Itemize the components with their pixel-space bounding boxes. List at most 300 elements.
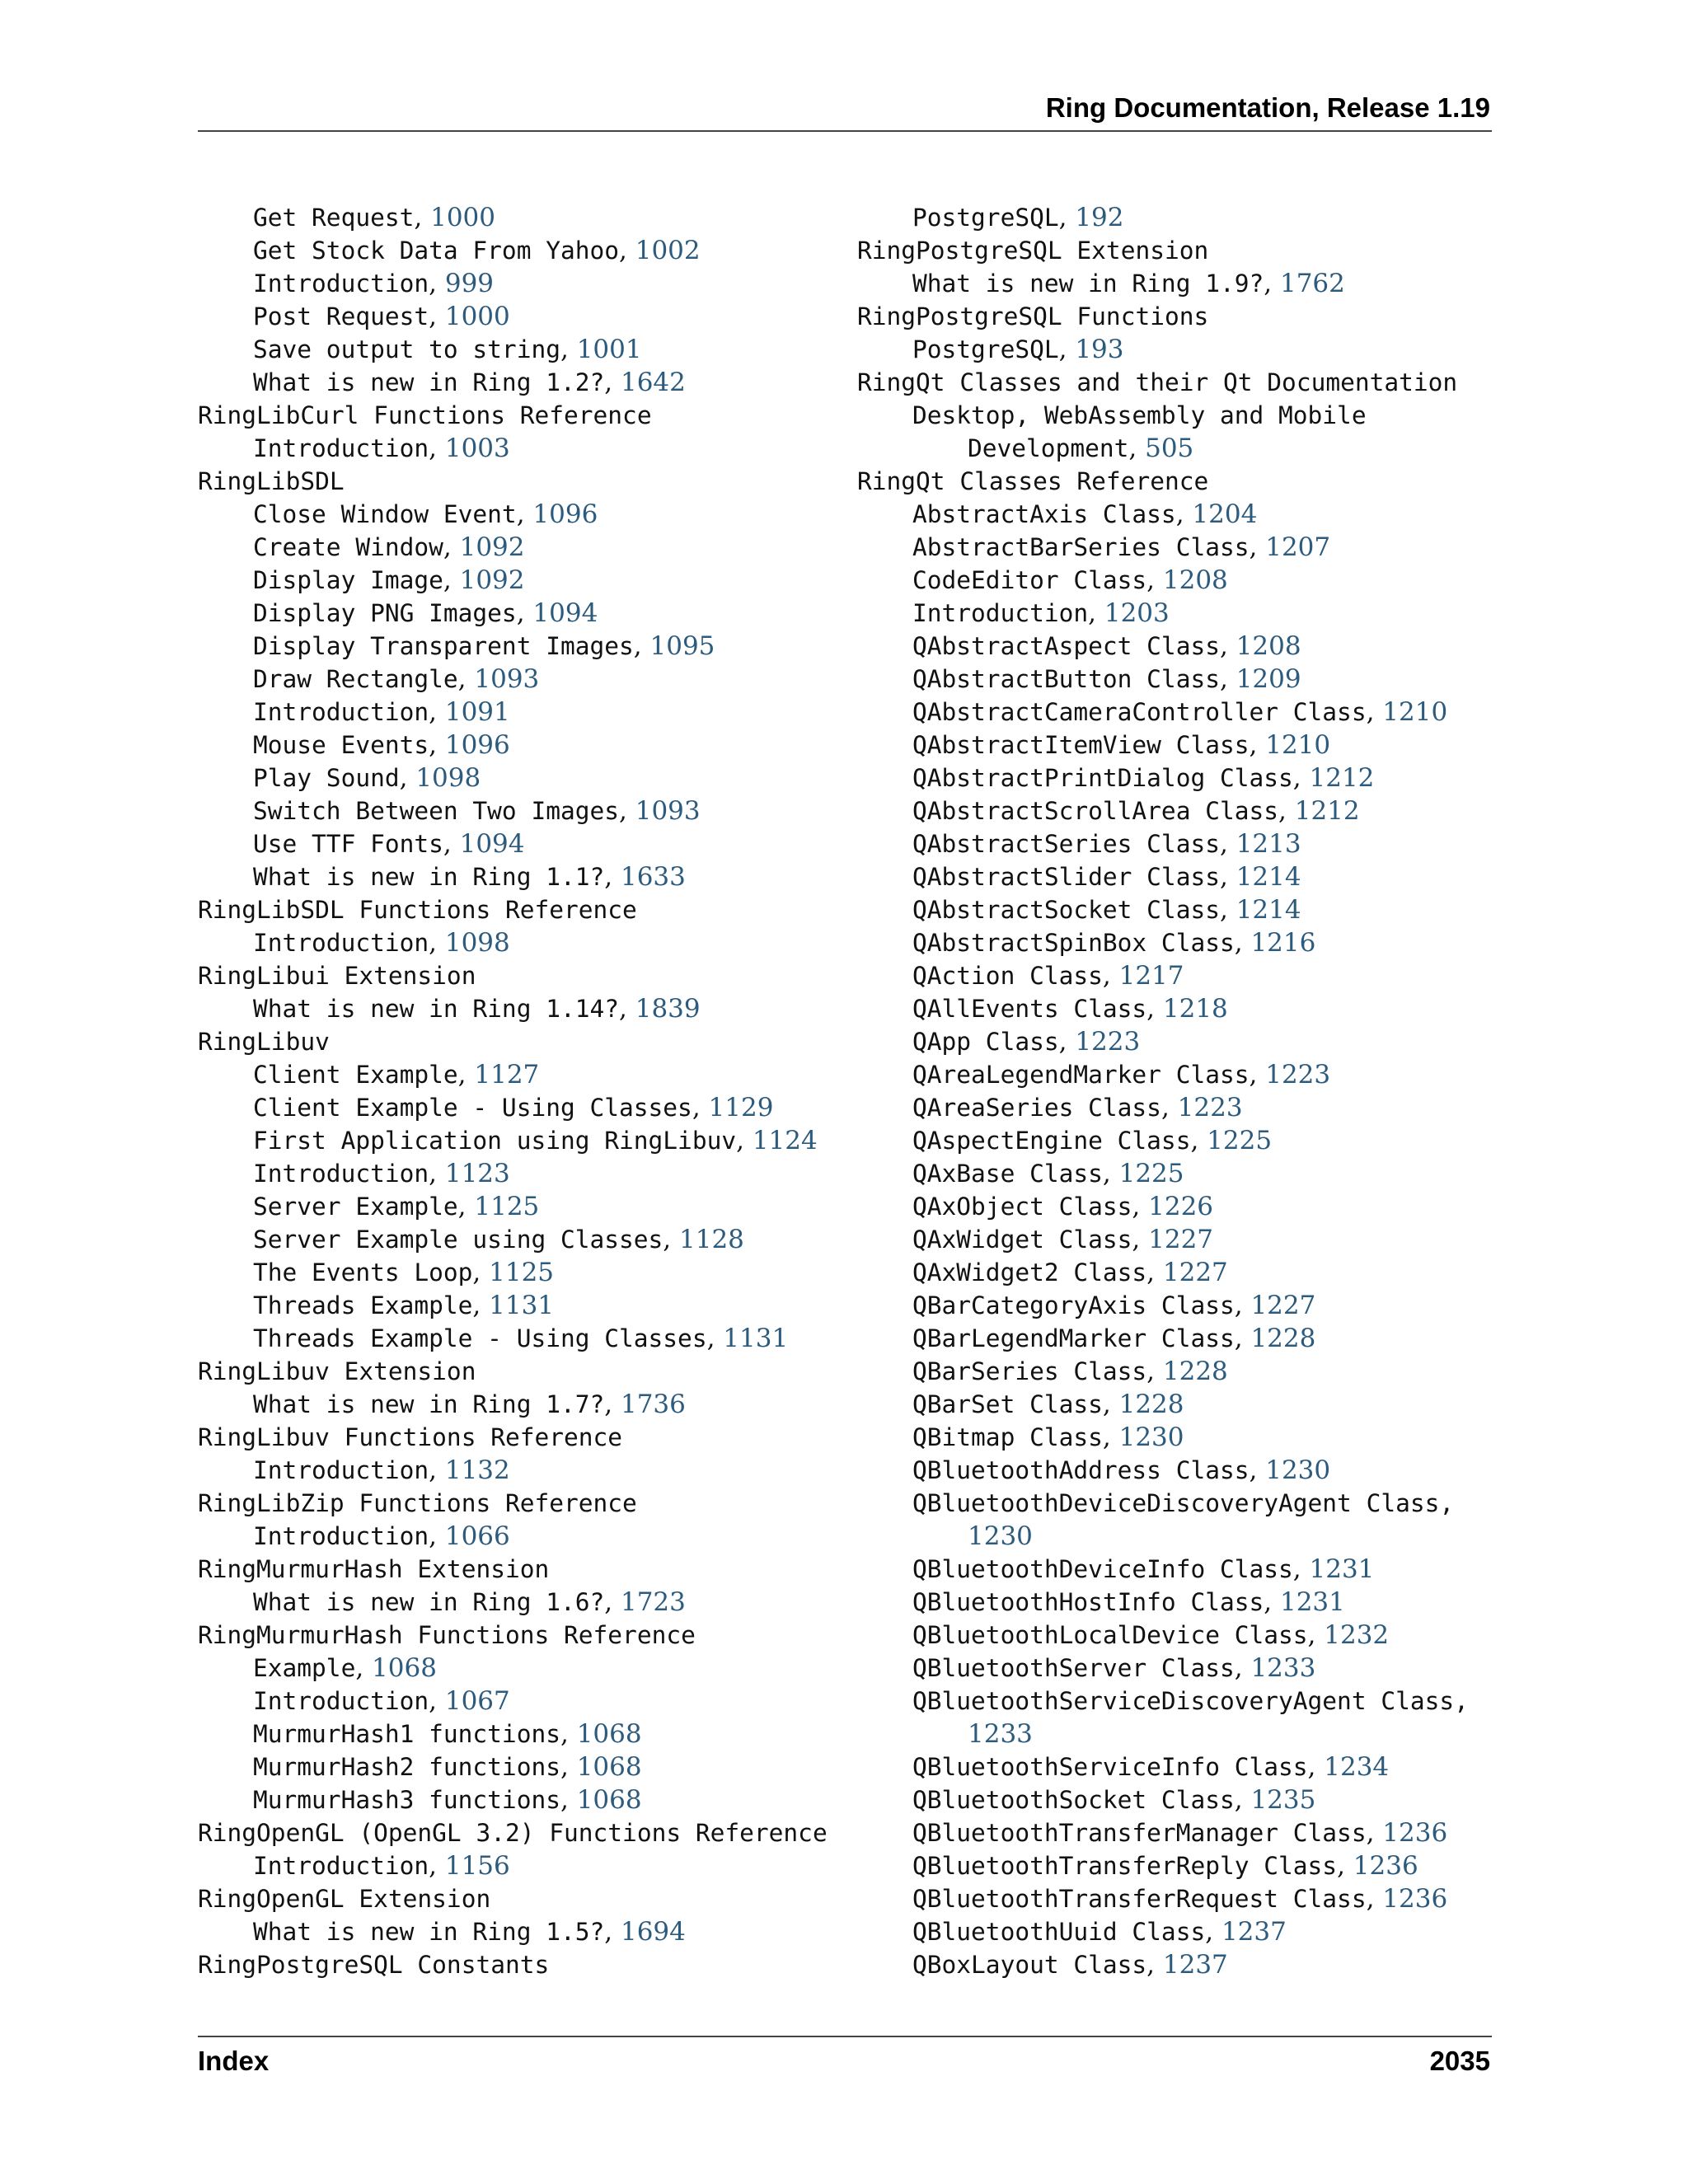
index-entry-text: QBluetoothLocalDevice Class: [912, 1621, 1308, 1649]
index-subentry: Client Example - Using Classes, 1129: [253, 1093, 774, 1122]
index-subentry: Draw Rectangle, 1093: [253, 664, 540, 694]
index-entry-text: The Events Loop: [253, 1258, 473, 1286]
index-entry-text: Introduction: [253, 1456, 429, 1484]
page-link[interactable]: 1095: [649, 631, 715, 661]
index-entry-text: RingLibSDL: [198, 467, 345, 495]
index-entry-text: PostgreSQL: [912, 204, 1059, 232]
index-subentry: Display PNG Images, 1094: [253, 598, 598, 628]
index-subentry: QAreaLegendMarker Class, 1223: [912, 1060, 1331, 1090]
index-entry-text: QAbstractSlider Class: [912, 863, 1220, 891]
page-link[interactable]: 1226: [1148, 1192, 1214, 1221]
index-entry-text: QBluetoothServiceDiscoveryAgent Class,: [912, 1687, 1469, 1715]
index-subentry: QBluetoothSocket Class, 1235: [912, 1785, 1316, 1815]
index-entry-text: What is new in Ring 1.7?: [253, 1390, 605, 1418]
index-subentry: Get Request, 1000: [253, 203, 495, 232]
index-subentry: QBarCategoryAxis Class, 1227: [912, 1291, 1316, 1320]
index-subentry: QBluetoothTransferRequest Class, 1236: [912, 1884, 1448, 1914]
index-subentry: QBluetoothLocalDevice Class, 1232: [912, 1620, 1390, 1650]
index-subentry: Client Example, 1127: [253, 1060, 540, 1090]
index-entry-text: QAbstractSpinBox Class: [912, 929, 1235, 957]
index-entry-text: QAbstractAspect Class: [912, 632, 1220, 660]
page-link[interactable]: 1156: [444, 1851, 510, 1881]
index-heading: [198, 399, 857, 432]
index-entry-text: QBluetoothHostInfo Class: [912, 1588, 1264, 1616]
page-link[interactable]: 1236: [1382, 1884, 1448, 1914]
page-link[interactable]: 1233: [1250, 1653, 1316, 1683]
index-subentry: [857, 399, 1500, 432]
index-subentry: QApp Class, 1223: [912, 1027, 1141, 1057]
page-link[interactable]: 1694: [620, 1917, 686, 1947]
page-link[interactable]: 1230: [968, 1521, 1033, 1551]
page-link[interactable]: 1236: [1353, 1851, 1418, 1881]
index-subentry: QBarSet Class, 1228: [912, 1390, 1184, 1419]
page-link[interactable]: 1209: [1236, 664, 1301, 694]
index-subentry: What is new in Ring 1.5?, 1694: [253, 1917, 686, 1947]
header-rule: [198, 130, 1492, 132]
index-heading: [198, 959, 857, 992]
page-link[interactable]: 1231: [1309, 1554, 1375, 1584]
index-entry-text: Close Window Event: [253, 500, 517, 528]
index-heading: [198, 1882, 857, 1915]
index-entry-text: QBluetoothServiceInfo Class: [912, 1753, 1308, 1781]
index-entry-text: What is new in Ring 1.2?: [253, 368, 605, 396]
index-entry-text: RingQt Classes Reference: [857, 467, 1209, 495]
index-subentry: QAreaSeries Class, 1223: [912, 1093, 1243, 1122]
index-subentry: MurmurHash2 functions, 1068: [253, 1752, 642, 1782]
index-subentry: What is new in Ring 1.14?, 1839: [253, 994, 701, 1024]
index-entry-text: RingMurmurHash Functions Reference: [198, 1621, 696, 1649]
page-link[interactable]: 1736: [620, 1390, 686, 1419]
index-entry-text: Display PNG Images: [253, 599, 517, 627]
index-entry-text: CodeEditor Class: [912, 566, 1147, 594]
index-heading: [857, 366, 1500, 399]
page-link[interactable]: 1210: [1382, 697, 1448, 727]
page-link[interactable]: 1227: [1250, 1291, 1316, 1320]
index-subentry: What is new in Ring 1.1?, 1633: [253, 862, 686, 892]
index-entry-text: QBoxLayout Class: [912, 1951, 1147, 1979]
page-link[interactable]: 1223: [1177, 1093, 1243, 1122]
index-subentry: [857, 1718, 1500, 1750]
index-entry-text: QAreaLegendMarker Class: [912, 1061, 1250, 1089]
index-entry-text: QAllEvents Class: [912, 995, 1147, 1023]
page-link[interactable]: 1067: [444, 1686, 510, 1716]
page-link[interactable]: 999: [444, 269, 495, 298]
index-entry-text: What is new in Ring 1.14?: [253, 995, 620, 1023]
index-entry-text: QAbstractCameraController Class: [912, 698, 1367, 726]
index-entry-text: QBluetoothDeviceInfo Class: [912, 1555, 1293, 1583]
index-entry-text: Introduction: [912, 599, 1089, 627]
index-subentry: QAllEvents Class, 1218: [912, 994, 1228, 1024]
index-entry-text: QBarLegendMarker Class: [912, 1324, 1235, 1352]
index-heading: [198, 1025, 857, 1058]
page-link[interactable]: 1208: [1162, 565, 1228, 595]
index-subentry: QBluetoothServer Class, 1233: [912, 1653, 1316, 1683]
page-link[interactable]: 1762: [1279, 269, 1345, 298]
index-subentry: QBluetoothDeviceInfo Class, 1231: [912, 1554, 1375, 1584]
index-entry-text: Get Request: [253, 204, 415, 232]
index-subentry: Save output to string, 1001: [253, 335, 642, 364]
index-subentry: Development, 505: [968, 434, 1194, 463]
page-link[interactable]: 1131: [489, 1291, 555, 1320]
index-heading: [198, 1355, 857, 1388]
index-heading: [857, 234, 1500, 267]
page-link[interactable]: 1003: [444, 434, 510, 463]
page-link[interactable]: 1098: [415, 763, 481, 793]
index-column-left: [198, 201, 857, 1981]
index-entry-text: Use TTF Fonts: [253, 830, 443, 858]
index-entry-text: QApp Class: [912, 1028, 1059, 1056]
index-entry-text: RingLibuv Functions Reference: [198, 1423, 623, 1451]
page-link[interactable]: 1094: [459, 829, 525, 859]
page-link[interactable]: 1000: [444, 302, 510, 331]
index-subentry: [857, 1520, 1500, 1553]
index-subentry: QAbstractSpinBox Class, 1216: [912, 928, 1316, 958]
footer-page-number: 2035: [1429, 2046, 1490, 2076]
index-entry-text: AbstractAxis Class: [912, 500, 1176, 528]
index-subentry: Server Example, 1125: [253, 1192, 540, 1221]
index-entry-text: QBluetoothUuid Class: [912, 1918, 1206, 1946]
index-heading: [198, 1948, 857, 1981]
index-subentry: Example, 1068: [253, 1653, 437, 1683]
index-subentry: QAxBase Class, 1225: [912, 1159, 1184, 1188]
index-subentry: Get Stock Data From Yahoo, 1002: [253, 236, 701, 265]
index-heading: [198, 1619, 857, 1652]
page-link[interactable]: 1131: [723, 1324, 789, 1353]
index-entry-text: Draw Rectangle: [253, 665, 458, 693]
page-link[interactable]: 1002: [635, 236, 701, 265]
index-entry-text: Threads Example: [253, 1291, 473, 1319]
index-entry-text: QAxWidget Class: [912, 1226, 1132, 1254]
index-entry-text: QAreaSeries Class: [912, 1094, 1161, 1122]
page-link[interactable]: 1129: [708, 1093, 774, 1122]
index-entry-text: Introduction: [253, 1852, 429, 1880]
page-link[interactable]: 1217: [1118, 961, 1184, 991]
page-link[interactable]: 1223: [1265, 1060, 1331, 1090]
index-entry-text: QBluetoothSocket Class: [912, 1786, 1235, 1814]
index-entry-text: Development: [968, 434, 1129, 462]
index-entry-text: RingMurmurHash Extension: [198, 1555, 550, 1583]
index-entry-text: QAxBase Class: [912, 1160, 1103, 1188]
page-link[interactable]: 1228: [1250, 1324, 1316, 1353]
index-subentry: AbstractBarSeries Class, 1207: [912, 532, 1331, 562]
page-link[interactable]: 1132: [444, 1455, 510, 1485]
index-subentry: What is new in Ring 1.6?, 1723: [253, 1587, 686, 1617]
index-entry-text: QAction Class: [912, 962, 1103, 990]
page-link[interactable]: 193: [1075, 335, 1124, 364]
index-entry-text: RingPostgreSQL Functions: [857, 302, 1209, 330]
footer-rule: [198, 2036, 1492, 2037]
page-link[interactable]: 1204: [1192, 499, 1258, 529]
page-link[interactable]: 505: [1145, 434, 1194, 463]
index-entry-text: QAbstractItemView Class: [912, 731, 1250, 759]
page-link[interactable]: 1231: [1279, 1587, 1345, 1617]
index-entry-text: Save output to string: [253, 335, 560, 363]
page-link[interactable]: 1098: [444, 928, 510, 958]
index-subentry: Threads Example, 1131: [253, 1291, 555, 1320]
page-link[interactable]: 1123: [444, 1159, 510, 1188]
index-subentry: Threads Example - Using Classes, 1131: [253, 1324, 789, 1353]
index-entry-text: MurmurHash2 functions: [253, 1753, 560, 1781]
index-subentry: QAxWidget2 Class, 1227: [912, 1258, 1228, 1287]
page-link[interactable]: 1128: [679, 1225, 744, 1254]
index-subentry: The Events Loop, 1125: [253, 1258, 555, 1287]
page-link[interactable]: 1000: [430, 203, 495, 232]
page-link[interactable]: 1214: [1236, 895, 1301, 925]
page-link[interactable]: 1228: [1118, 1390, 1184, 1419]
index-heading: [198, 1553, 857, 1586]
index-entry-text: RingQt Classes and their Qt Documentation: [857, 368, 1458, 396]
index-subentry: QAbstractAspect Class, 1208: [912, 631, 1301, 661]
index-subentry: Post Request, 1000: [253, 302, 510, 331]
index-subentry: QBoxLayout Class, 1237: [912, 1950, 1228, 1980]
index-entry-text: Create Window: [253, 533, 443, 561]
page-link[interactable]: 192: [1075, 203, 1124, 232]
index-entry-text: RingLibuv Extension: [198, 1357, 476, 1385]
index-subentry: Create Window, 1092: [253, 532, 525, 562]
index-entry-text: What is new in Ring 1.6?: [253, 1588, 605, 1616]
page-link[interactable]: 1233: [968, 1719, 1033, 1749]
page-link[interactable]: 1207: [1265, 532, 1331, 562]
index-subentry: QAspectEngine Class, 1225: [912, 1126, 1273, 1155]
page-link[interactable]: 1093: [474, 664, 540, 694]
index-entry-text: RingPostgreSQL Constants: [198, 1951, 550, 1979]
index-subentry: What is new in Ring 1.7?, 1736: [253, 1390, 686, 1419]
index-subentry: QBluetoothUuid Class, 1237: [912, 1917, 1287, 1947]
index-entry-text: QBluetoothTransferManager Class: [912, 1819, 1367, 1847]
page-link[interactable]: 1234: [1324, 1752, 1390, 1782]
index-subentry: QBluetoothTransferManager Class, 1236: [912, 1818, 1448, 1848]
index-subentry: Mouse Events, 1096: [253, 730, 510, 760]
index-subentry: QAbstractSeries Class, 1213: [912, 829, 1301, 859]
index-subentry: Introduction, 1123: [253, 1159, 510, 1188]
page-link[interactable]: 1228: [1162, 1357, 1228, 1386]
index-entry-text: What is new in Ring 1.5?: [253, 1918, 605, 1946]
index-subentry: Introduction, 1098: [253, 928, 510, 958]
index-subentry: Server Example using Classes, 1128: [253, 1225, 744, 1254]
index-entry-text: QBitmap Class: [912, 1423, 1103, 1451]
page-link[interactable]: 1223: [1075, 1027, 1141, 1057]
index-entry-text: What is new in Ring 1.1?: [253, 863, 605, 891]
page-link[interactable]: 1068: [576, 1785, 642, 1815]
index-entry-text: QAspectEngine Class: [912, 1127, 1191, 1155]
page-link[interactable]: 1225: [1207, 1126, 1273, 1155]
page-link[interactable]: 1216: [1250, 928, 1316, 958]
index-entry-text: QAbstractButton Class: [912, 665, 1220, 693]
page-link[interactable]: 1203: [1104, 598, 1170, 628]
index-subentry: QAbstractCameraController Class, 1210: [912, 697, 1448, 727]
page-link[interactable]: 1125: [474, 1192, 540, 1221]
page-link[interactable]: 1839: [635, 994, 701, 1024]
page-link[interactable]: 1218: [1162, 994, 1228, 1024]
index-entry-text: QBluetoothServer Class: [912, 1654, 1235, 1682]
index-subentry: MurmurHash1 functions, 1068: [253, 1719, 642, 1749]
index-entry-text: QAbstractSeries Class: [912, 830, 1220, 858]
index-entry-text: QBluetoothDeviceDiscoveryAgent Class,: [912, 1489, 1455, 1517]
page-link[interactable]: 1066: [444, 1521, 510, 1551]
index-entry-text: What is new in Ring 1.9?: [912, 269, 1264, 298]
index-subentry: Switch Between Two Images, 1093: [253, 796, 701, 826]
page-link[interactable]: 1230: [1265, 1455, 1331, 1485]
index-entry-text: QAxObject Class: [912, 1193, 1132, 1221]
index-entry-text: Desktop, WebAssembly and Mobile: [912, 401, 1367, 429]
index-entry-text: Server Example: [253, 1193, 458, 1221]
index-entry-text: QAbstractSocket Class: [912, 896, 1220, 924]
index-entry-text: PostgreSQL: [912, 335, 1059, 363]
index-entry-text: Client Example: [253, 1061, 458, 1089]
index-subentry: QBluetoothServiceInfo Class, 1234: [912, 1752, 1390, 1782]
index-subentry: MurmurHash3 functions, 1068: [253, 1785, 642, 1815]
page-link[interactable]: 1208: [1236, 631, 1301, 661]
page-link[interactable]: 1723: [620, 1587, 686, 1617]
index-entry-text: Introduction: [253, 269, 429, 298]
index-entry-text: Mouse Events: [253, 731, 429, 759]
index-heading: [198, 1421, 857, 1454]
index-entry-text: Get Stock Data From Yahoo: [253, 237, 620, 265]
page-link[interactable]: 1092: [459, 532, 525, 562]
index-entry-text: MurmurHash3 functions: [253, 1786, 560, 1814]
index-entry-text: Threads Example - Using Classes: [253, 1324, 707, 1352]
index-subentry: QBluetoothTransferReply Class, 1236: [912, 1851, 1418, 1881]
index-subentry: [857, 1487, 1500, 1520]
index-entry-text: RingLibZip Functions Reference: [198, 1489, 637, 1517]
page-link[interactable]: 1230: [1118, 1422, 1184, 1452]
index-subentry: QAbstractScrollArea Class, 1212: [912, 796, 1360, 826]
index-entry-text: RingOpenGL (OpenGL 3.2) Functions Reference: [198, 1819, 828, 1847]
index-entry-text: QBluetoothAddress Class: [912, 1456, 1250, 1484]
index-entry-text: RingLibSDL Functions Reference: [198, 896, 637, 924]
index-subentry: CodeEditor Class, 1208: [912, 565, 1228, 595]
index-entry-text: RingPostgreSQL Extension: [857, 237, 1209, 265]
index-subentry: Introduction, 1066: [253, 1521, 510, 1551]
page-link[interactable]: 1237: [1221, 1917, 1287, 1947]
index-entry-text: RingLibui Extension: [198, 962, 476, 990]
index-subentry: QAbstractSlider Class, 1214: [912, 862, 1301, 892]
index-entry-text: Display Image: [253, 566, 443, 594]
index-subentry: What is new in Ring 1.9?, 1762: [912, 269, 1345, 298]
index-heading: [198, 1816, 857, 1849]
index-entry-text: QAxWidget2 Class: [912, 1258, 1147, 1286]
page-link[interactable]: 1235: [1250, 1785, 1316, 1815]
page-link[interactable]: 1124: [752, 1126, 818, 1155]
index-subentry: QBarLegendMarker Class, 1228: [912, 1324, 1316, 1353]
page-link[interactable]: 1001: [576, 335, 642, 364]
page-link[interactable]: 1227: [1148, 1225, 1214, 1254]
index-entry-text: Introduction: [253, 1160, 429, 1188]
footer-section-label: Index: [198, 2046, 270, 2076]
index-entry-text: QBluetoothTransferReply Class: [912, 1852, 1338, 1880]
index-entry-text: Example: [253, 1654, 356, 1682]
page-link[interactable]: 1236: [1382, 1818, 1448, 1848]
page-link[interactable]: 1210: [1265, 730, 1331, 760]
index-subentry: What is new in Ring 1.2?, 1642: [253, 368, 686, 397]
page-link[interactable]: 1232: [1324, 1620, 1390, 1650]
index-subentry: PostgreSQL, 192: [912, 203, 1124, 232]
index-subentry: QBluetoothHostInfo Class, 1231: [912, 1587, 1345, 1617]
index-subentry: QAbstractButton Class, 1209: [912, 664, 1301, 694]
page-link[interactable]: 1227: [1162, 1258, 1228, 1287]
index-entry-text: Display Transparent Images: [253, 632, 634, 660]
index-subentry: Use TTF Fonts, 1094: [253, 829, 525, 859]
index-heading: [857, 300, 1500, 333]
page-link[interactable]: 1237: [1162, 1950, 1228, 1980]
index-subentry: Close Window Event, 1096: [253, 499, 598, 529]
index-subentry: Introduction, 1132: [253, 1455, 510, 1485]
index-subentry: Introduction, 999: [253, 269, 495, 298]
index-subentry: Introduction, 1003: [253, 434, 510, 463]
index-entry-text: Post Request: [253, 302, 429, 330]
index-entry-text: Introduction: [253, 1522, 429, 1550]
page-link[interactable]: 1214: [1236, 862, 1301, 892]
index-subentry: QBluetoothAddress Class, 1230: [912, 1455, 1331, 1485]
page-link[interactable]: 1096: [532, 499, 598, 529]
page-link[interactable]: 1068: [372, 1653, 437, 1683]
index-heading: [857, 465, 1500, 498]
index-entry-text: Introduction: [253, 1687, 429, 1715]
index-subentry: QAxWidget Class, 1227: [912, 1225, 1214, 1254]
running-header-title: Ring Documentation, Release 1.19: [1045, 92, 1490, 123]
index-entry-text: QAbstractPrintDialog Class: [912, 764, 1293, 792]
index-subentry: AbstractAxis Class, 1204: [912, 499, 1258, 529]
index-subentry: Display Transparent Images, 1095: [253, 631, 715, 661]
page-link[interactable]: 1068: [576, 1719, 642, 1749]
index-entry-text: QBarSet Class: [912, 1390, 1103, 1418]
page-link[interactable]: 1213: [1236, 829, 1301, 859]
page-link[interactable]: 1093: [635, 796, 701, 826]
index-entry-text: Client Example - Using Classes: [253, 1094, 692, 1122]
index-entry-text: MurmurHash1 functions: [253, 1720, 560, 1748]
index-heading: [198, 893, 857, 926]
page-link[interactable]: 1096: [444, 730, 510, 760]
index-subentry: QAbstractPrintDialog Class, 1212: [912, 763, 1375, 793]
page-link[interactable]: 1125: [489, 1258, 555, 1287]
index-column-right: [857, 201, 1500, 1981]
index-subentry: QBarSeries Class, 1228: [912, 1357, 1228, 1386]
page-link[interactable]: 1212: [1294, 796, 1360, 826]
index-entry-text: First Application using RingLibuv: [253, 1127, 737, 1155]
index-subentry: QAbstractItemView Class, 1210: [912, 730, 1331, 760]
index-subentry: Introduction, 1091: [253, 697, 510, 727]
index-entry-text: QBarCategoryAxis Class: [912, 1291, 1235, 1319]
index-entry-text: AbstractBarSeries Class: [912, 533, 1250, 561]
index-entry-text: RingOpenGL Extension: [198, 1885, 491, 1913]
page-link[interactable]: 1225: [1118, 1159, 1184, 1188]
page-link[interactable]: 1127: [474, 1060, 540, 1090]
page-link[interactable]: 1633: [620, 862, 686, 892]
index-subentry: Introduction, 1156: [253, 1851, 510, 1881]
index-entry-text: RingLibCurl Functions Reference: [198, 401, 652, 429]
index-entry-text: Play Sound: [253, 764, 400, 792]
page-link[interactable]: 1212: [1309, 763, 1375, 793]
page-link[interactable]: 1642: [620, 368, 686, 397]
page-link[interactable]: 1091: [444, 697, 510, 727]
index-entry-text: RingLibuv: [198, 1028, 330, 1056]
index-subentry: Introduction, 1067: [253, 1686, 510, 1716]
index-subentry: First Application using RingLibuv, 1124: [253, 1126, 818, 1155]
index-subentry: QBitmap Class, 1230: [912, 1422, 1184, 1452]
index-entry-text: Introduction: [253, 434, 429, 462]
index-entry-text: Introduction: [253, 698, 429, 726]
index-heading: [198, 465, 857, 498]
index-subentry: Introduction, 1203: [912, 598, 1170, 628]
page-link[interactable]: 1092: [459, 565, 525, 595]
index-entry-text: Introduction: [253, 929, 429, 957]
index-subentry: Display Image, 1092: [253, 565, 525, 595]
page-link[interactable]: 1094: [532, 598, 598, 628]
page-link[interactable]: 1068: [576, 1752, 642, 1782]
index-entry-text: QBluetoothTransferRequest Class: [912, 1885, 1367, 1913]
index-subentry: QAction Class, 1217: [912, 961, 1184, 991]
index-subentry: QAxObject Class, 1226: [912, 1192, 1214, 1221]
